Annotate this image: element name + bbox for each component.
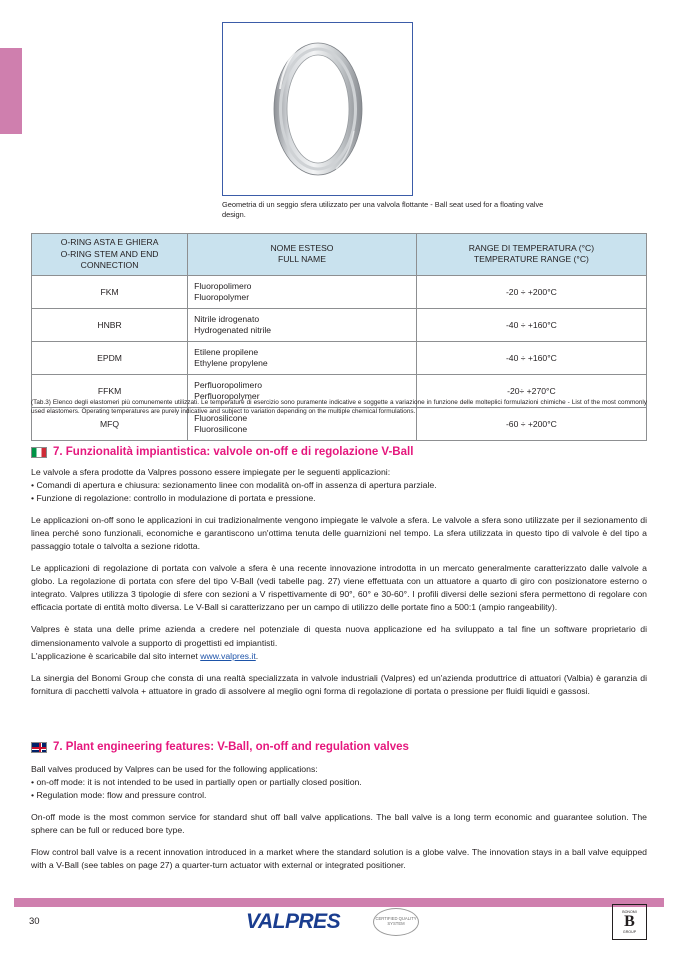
table-header-cell-code (32, 234, 188, 276)
bonomi-letter: B (624, 913, 635, 930)
header-code-en: O-RING STEM AND END CONNECTION (60, 248, 159, 271)
cell-code: FFKM (32, 374, 188, 407)
cell-name-it: Fluoropolimero (194, 280, 252, 291)
para-it-6b: L'applicazione è scaricabile dal sito internet (31, 650, 201, 661)
certification-seal-oval: CERTIFIED QUALITY SYSTEM (373, 908, 419, 936)
section-body-it (31, 466, 647, 698)
header-name-it: NOME ESTESO (270, 242, 334, 253)
paragraph: Flow control ball valve is a recent innovation introduced in a market where the standard solution is a globe valve. The innovation stays in a ball valve equipped with a V-Ball (see tables on page 27) a quarter-turn actuator with external or integrated positioner. (31, 847, 647, 871)
left-color-tab (0, 48, 22, 134)
cell-name-en: Hydrogenated nitrile (194, 324, 272, 335)
para-it-1: Le valvole a sfera prodotte da Valpres possono essere impiegate per le seguenti applicazioni: (31, 467, 391, 477)
cell-range: -40 ÷ +160°C (416, 308, 646, 341)
bonomi-group-logo (612, 904, 647, 940)
table-header-cell-name (188, 234, 417, 276)
figure-image-frame (222, 22, 413, 196)
header-range-en: TEMPERATURE RANGE (°C) (473, 254, 589, 265)
cell-name-it: Perfluoropolimero (194, 379, 262, 390)
cell-range: -60 ÷ +200°C (416, 407, 646, 440)
cell-code: MFQ (32, 407, 188, 440)
para-en-1: Ball valves produced by Valpres can be used for the following applications: (31, 764, 318, 774)
para-en-2: • on-off mode: it is not intended to be used in partially open or partially closed position. (31, 777, 362, 788)
footer-rule (14, 898, 664, 907)
cell-name-en: Fluorosilicone (194, 423, 248, 434)
cell-name-en: Ethylene propylene (194, 357, 268, 368)
paragraph: La sinergia del Bonomi Group che consta di una realtà specializzata in valvole industriali (Valpres) ed un'azienda produttrice di attuatori (Valbia) è garanzia di fornitura di pacchetti valvola + attuatore in grado di assolvere al meglio ogni forma di regolazione di portata o pressione per fluidi liquidi e gassosi. (31, 672, 647, 696)
cell-name (188, 308, 417, 341)
para-it-6a: Valpres è stata una delle prime azienda a credere nel potenziale di questa nuova applicazione ed ha sviluppato a tal fine un software proprietario di dimensionamento valvole a supporto di progettisti ed impiantisti. (31, 624, 647, 648)
cell-name-it: Fluorosilicone (194, 412, 248, 423)
cell-range: -20÷ +270°C (416, 374, 646, 407)
uk-flag-icon (31, 742, 47, 753)
section-body-en (31, 763, 647, 872)
page-number: 30 (29, 916, 40, 927)
header-code-it: O-RING ASTA E GHIERA (60, 237, 159, 247)
section-heading-it (31, 446, 413, 458)
header-range-it: RANGE DI TEMPERATURA (°C) (468, 242, 595, 253)
paragraph (31, 466, 647, 505)
cell-range: -40 ÷ +160°C (416, 341, 646, 374)
section-heading-en (31, 741, 409, 753)
bonomi-bottom-text: GROUP (622, 930, 637, 934)
page-footer (0, 898, 678, 959)
table-note: (Tab.3) Elenco degli elastomeri più comunemente utilizzati. Le temperature di esercizio sono puramente indicative e soggette a variazione in funzione delle molteplici formulazioni chimiche - List of the most commonly used elastomers. Operating temperatures are purely indicative and subject to variation depending on the multiple chemical formulations. (31, 399, 647, 416)
valpres-website-link[interactable]: www.valpres.it (200, 650, 256, 661)
certification-seal (373, 908, 417, 934)
valpres-logo-text: VALPRES (246, 910, 341, 933)
cell-range: -20 ÷ +200°C (416, 275, 646, 308)
cell-code: EPDM (32, 341, 188, 374)
figure-caption-it: Geometria di un seggio sfera utilizzato per una valvola flottante - Ball (222, 200, 448, 209)
cell-name-en: Fluoropolymer (194, 291, 250, 302)
figure-caption (222, 200, 552, 220)
figure-caption-en: seat used for a floating valve design. (222, 200, 544, 219)
paragraph (31, 763, 647, 802)
cell-name-en: Perfluoropolymer (194, 390, 260, 401)
para-it-3: • Funzione di regolazione: controllo in modulazione di portata e pressione. (31, 493, 316, 504)
table-header-row (32, 234, 647, 276)
cell-code: FKM (32, 275, 188, 308)
cell-name (188, 341, 417, 374)
valpres-logo (246, 910, 366, 932)
para-en-3: • Regulation mode: flow and pressure control. (31, 790, 207, 801)
italy-flag-icon (31, 447, 47, 458)
cell-name-it: Nitrile idrogenato (194, 313, 260, 324)
bonomi-top-text: BONOMI (622, 910, 637, 914)
para-it-6c: . (255, 650, 259, 661)
paragraph: Le applicazioni di regolazione di portata con valvole a sfera è una recente innovazione introdotta in un mercato generalmente caratterizzato dalle valvole a globo. La regolazione di portata con sfere del tipo V-Ball (vedi tabelle pag. 27) viene effettuata con un attuatore a quarto di giro con posizionatore esterno o integrato. Valpres utilizza 3 tipologie di sfere con sezioni a V rispettivamente di 90°, 60° e 30-60°. I profili diversi delle sezioni sfera permettono di regolare con efficacia portate di entità molto diversa. Le V-Ball si caratterizzano per un campo di utilizzo delle portate fino a 500:1 (ampio rangeability). (31, 563, 647, 613)
section-heading-en-text: 7. Plant engineering features: V-Ball, on-off and regulation valves (53, 741, 409, 753)
section-heading-it-text: 7. Funzionalità impiantistica: valvole on-off e di regolazione V-Ball (53, 446, 414, 458)
cell-name (188, 275, 417, 308)
ring-illustration-icon (258, 39, 378, 179)
paragraph (31, 623, 647, 662)
table-row (32, 341, 647, 374)
table-row (32, 308, 647, 341)
table-header-cell-range (416, 234, 646, 276)
paragraph: Le applicazioni on-off sono le applicazioni in cui tradizionalmente vengono impiegate le valvole a sfera. Le valvole a sfera sono utilizzate per il sezionamento di linea perché sono funzionali, economiche e garantiscono un'ottima tenuta delle guarnizioni nel tempo. La sfera utilizzata in questo tipo di valvole è del tipo a passaggio totale o talvolta a sezione ridotta. (31, 515, 647, 552)
para-it-2: • Comandi di apertura e chiusura: sezionamento linee con modalità on-off in assenza di apertura parziale. (31, 480, 437, 491)
cell-name-it: Etilene propilene (194, 346, 259, 357)
header-name-en: FULL NAME (278, 254, 326, 265)
table-header (32, 234, 647, 276)
ball-seat-ring-image (223, 23, 412, 195)
cell-code: HNBR (32, 308, 188, 341)
paragraph: On-off mode is the most common service for standard shut off ball valve applications. The ball valve is a long term economic and guarantee solution. The sphere can be full or reduced bore type. (31, 812, 647, 836)
table-row (32, 275, 647, 308)
